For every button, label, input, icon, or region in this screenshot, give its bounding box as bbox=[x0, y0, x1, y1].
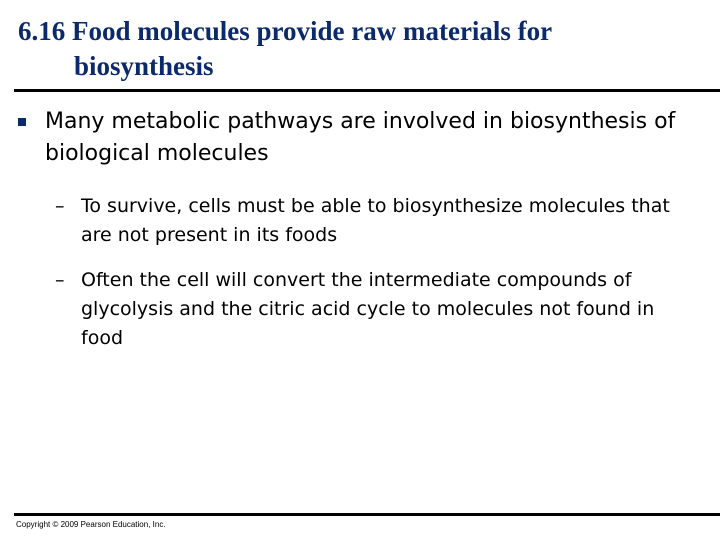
slide-title bbox=[18, 14, 708, 84]
title-divider bbox=[14, 89, 720, 92]
bullet-text: Many metabolic pathways are involved in biosynthesis of biological molecules bbox=[45, 109, 676, 166]
square-bullet-icon bbox=[18, 118, 26, 126]
dash-bullet-icon: – bbox=[55, 195, 65, 217]
subbullet-item bbox=[55, 192, 695, 250]
footer-divider bbox=[14, 513, 720, 516]
subbullet-text: Often the cell will convert the intermediate compounds of glycolysis and the citric acid cycle to molecules not found in food bbox=[81, 269, 655, 349]
subbullet-item bbox=[55, 266, 695, 353]
slide-title-line-2: biosynthesis bbox=[74, 51, 214, 81]
copyright-notice: Copyright © 2009 Pearson Education, Inc. bbox=[16, 520, 166, 529]
slide-title-line-1: 6.16 Food molecules provide raw materials for bbox=[18, 16, 553, 46]
dash-bullet-icon: – bbox=[55, 269, 65, 291]
subbullet-text: To survive, cells must be able to biosynthesize molecules that are not present in its foods bbox=[81, 195, 670, 246]
bullet-item bbox=[18, 106, 698, 170]
